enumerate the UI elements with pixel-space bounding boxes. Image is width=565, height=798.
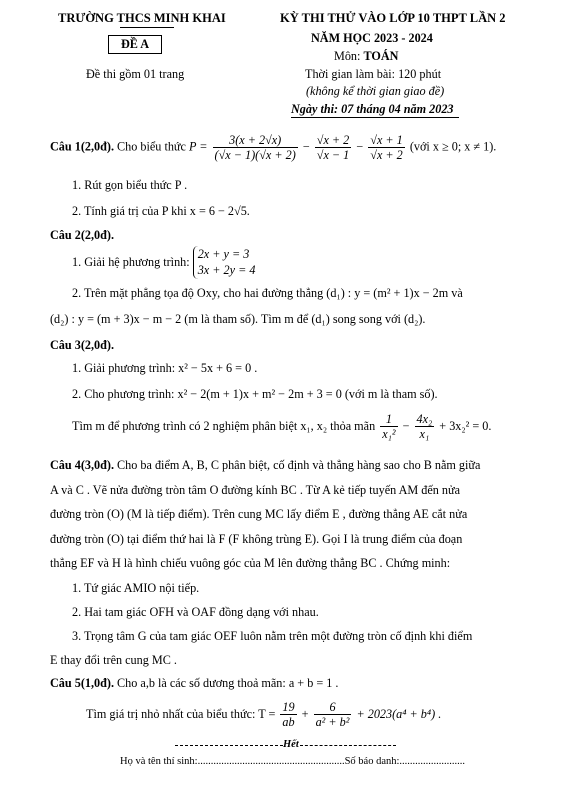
- time-limit: Thời gian làm bài: 120 phút: [305, 67, 442, 81]
- question-1-part-2: 2. Tính giá trị của P khi x = 6 − 2√5.: [72, 204, 250, 218]
- school-underline: [120, 27, 174, 28]
- question-1-title: Câu 1(2,0đ).: [50, 139, 114, 154]
- subject-name: TOÁN: [363, 49, 399, 63]
- equation-2: 3x + 2y = 4: [197, 263, 256, 278]
- question-4-part-3-line-2: E thay đổi trên cung MC .: [50, 653, 177, 667]
- question-4-line-1: [50, 458, 480, 473]
- equation-1: 2x + y = 3: [197, 247, 250, 261]
- question-1-part-1: 1. Rút gọn biểu thức P .: [72, 178, 188, 192]
- equation-system: [193, 246, 256, 279]
- question-5-task: [86, 700, 441, 729]
- fraction-2-num: √x + 2: [316, 133, 350, 147]
- condition-fraction-2-num: 4x₂: [416, 412, 433, 426]
- condition-fraction-2: [415, 412, 435, 441]
- fraction-1-den: (√x − 1)(√x + 2): [214, 148, 296, 163]
- end-marker: Hết: [283, 739, 299, 750]
- date-underline: [291, 117, 459, 118]
- condition-tail: + 3x₂² = 0.: [439, 418, 492, 433]
- question-3-title: Câu 3(2,0đ).: [50, 338, 114, 352]
- question-4-line-4: đường tròn (O) tại điểm thứ hai là F (F không trùng E). Gọi I là trung điểm của đoạn: [50, 532, 463, 546]
- question-3-condition: [72, 412, 491, 441]
- subject-label: Môn:: [334, 49, 364, 63]
- question-5-title: Câu 5(1,0đ).: [50, 676, 114, 690]
- school-name: TRƯỜNG THCS MINH KHAI: [58, 11, 226, 25]
- task-text: Tìm giá trị nhỏ nhất của biểu thức: T =: [86, 706, 276, 721]
- fraction-3-den: √x + 2: [370, 148, 403, 163]
- condition-fraction-2-den: x₁: [419, 427, 430, 442]
- plus-sign: +: [301, 706, 309, 721]
- fraction-2-den: √x − 1: [316, 148, 350, 163]
- domain-condition: (với x ≥ 0; x ≠ 1).: [409, 139, 497, 154]
- end-rule-right: [300, 745, 396, 746]
- question-2-title: Câu 2(2,0đ).: [50, 228, 114, 242]
- minus-sign: −: [356, 139, 364, 154]
- exam-title: KỲ THI THỬ VÀO LỚP 10 THPT LẦN 2: [280, 11, 506, 25]
- question-3-part-1: 1. Giải phương trình: x² − 5x + 6 = 0 .: [72, 361, 258, 375]
- question-4-text-1: Cho ba điểm A, B, C phân biệt, cố định và thẳng hàng sao cho B nằm giữa: [117, 458, 481, 472]
- time-note: (không kể thời gian giao đề): [306, 84, 445, 98]
- question-4-part-1: 1. Tứ giác AMIO nội tiếp.: [72, 581, 200, 595]
- system-label: 1. Giải hệ phương trình:: [72, 254, 190, 269]
- minus-sign: −: [302, 139, 310, 154]
- question-2-part-2-line-1: 2. Trên mặt phẳng tọa độ Oxy, cho hai đường thẳng (d₁) : y = (m² + 1)x − 2m và: [72, 286, 463, 300]
- exam-date: Ngày thi: 07 tháng 04 năm 2023: [291, 102, 454, 116]
- question-4-title: Câu 4(3,0đ).: [50, 458, 114, 472]
- condition-fraction-1-den: x₁²: [382, 427, 396, 442]
- t-tail: + 2023(a⁴ + b⁴) .: [356, 706, 442, 721]
- t-fraction-1: [280, 700, 296, 729]
- expression-p-label: P =: [188, 139, 208, 154]
- question-5-statement: [50, 676, 338, 691]
- end-rule-left: [175, 745, 283, 746]
- candidate-info: Họ và tên thí sinh:........................................................Số báo danh:.........................: [120, 756, 466, 767]
- t-fraction-2: [314, 700, 352, 729]
- fraction-2: [315, 133, 352, 162]
- page-count: Đề thi gồm 01 trang: [86, 67, 185, 81]
- fraction-1: [213, 133, 298, 162]
- question-1-statement: [50, 133, 496, 162]
- question-1-intro: Cho biểu thức: [117, 139, 186, 154]
- subject-line: [334, 49, 398, 64]
- t-fraction-1-den: ab: [282, 715, 295, 730]
- question-2-part-2-line-2: (d₂) : y = (m + 3)x − m − 2 (m là tham số). Tìm m để (d₁) song song với (d₂).: [50, 312, 426, 326]
- condition-fraction-1: [380, 412, 397, 441]
- question-4-line-3: đường tròn (O) (M là tiếp điểm). Trên cung MC lấy điểm E , đường thẳng AE cắt nửa: [50, 507, 468, 521]
- question-4-part-3-line-1: 3. Trọng tâm G của tam giác OEF luôn nằm trên một đường tròn cố định khi điểm: [72, 629, 473, 643]
- t-fraction-1-num: 19: [282, 700, 295, 714]
- t-fraction-2-num: 6: [314, 700, 352, 715]
- condition-text: Tìm m để phương trình có 2 nghiệm phân biệt x₁, x₂ thỏa mãn: [72, 418, 376, 433]
- question-4-line-5: thẳng EF và H là hình chiếu vuông góc của M lên đường thẳng BC . Chứng minh:: [50, 556, 451, 570]
- condition-fraction-1-num: 1: [380, 412, 397, 427]
- question-3-part-2: 2. Cho phương trình: x² − 2(m + 1)x + m² − 2m + 3 = 0 (với m là tham số).: [72, 387, 438, 401]
- question-4-line-2: A và C . Vẽ nửa đường tròn tâm O đường kính BC . Từ A kẻ tiếp tuyến AM đến nửa: [50, 483, 461, 497]
- fraction-3-num: √x + 1: [370, 133, 403, 147]
- school-year: NĂM HỌC 2023 - 2024: [311, 31, 433, 45]
- question-4-part-2: 2. Hai tam giác OFH và OAF đồng dạng với nhau.: [72, 605, 319, 619]
- question-5-intro: Cho a,b là các số dương thoả mãn: a + b = 1 .: [117, 676, 339, 690]
- exam-code: ĐỀ A: [108, 35, 162, 54]
- fraction-3: [368, 133, 405, 162]
- minus-sign: −: [402, 418, 410, 433]
- fraction-1-num: 3(x + 2√x): [213, 133, 298, 148]
- question-2-part-1: [72, 246, 255, 279]
- t-fraction-2-den: a² + b²: [315, 715, 350, 730]
